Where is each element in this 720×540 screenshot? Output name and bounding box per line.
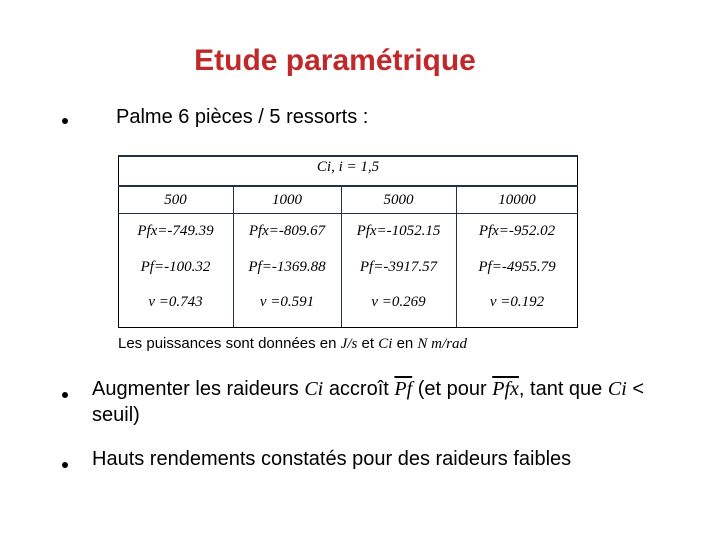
units-note-text: Les puissances sont données en <box>118 335 337 352</box>
bullet-text: (et pour <box>417 378 487 400</box>
cell-pfx: Pfx=-809.67 <box>248 223 326 239</box>
units-note-text: en <box>396 335 414 352</box>
col-header-1000: 1000 <box>272 192 302 208</box>
cell-pfx: Pfx=-952.02 <box>478 223 556 239</box>
bullet-text-2 <box>92 376 692 428</box>
cell-pf: Pf=-100.32 <box>140 259 211 275</box>
results-table <box>118 155 578 327</box>
units-note-var: Ci <box>378 336 393 352</box>
bullet-dot-3 <box>62 462 68 468</box>
units-note-unit: J/s <box>340 336 358 352</box>
bullet-text: accroît <box>328 378 389 400</box>
cell-nu: ν =0.269 <box>371 294 426 310</box>
bullet-dot-1 <box>62 118 68 124</box>
units-note-unit: N m/rad <box>417 336 468 352</box>
table-header <box>118 155 578 187</box>
cell-pfx: Pfx=-749.39 <box>137 223 214 239</box>
table-row-divider <box>118 213 578 214</box>
math-var: Ci <box>304 378 324 400</box>
cell-nu: ν =0.743 <box>148 294 203 310</box>
cell-pf: Pf=-1369.88 <box>248 259 326 275</box>
bullet-text-1: Palme 6 pièces / 5 ressorts : <box>116 106 369 128</box>
bullet-text: , tant que <box>518 378 603 400</box>
col-header-500: 500 <box>164 192 187 208</box>
col-header-10000: 10000 <box>498 192 536 208</box>
cell-pf: Pf=-3917.57 <box>359 259 438 275</box>
math-var: $\overline{Pfx}$ <box>492 378 519 400</box>
bullet-text: Augmenter les raideurs <box>92 378 299 400</box>
col-header-5000: 5000 <box>383 192 414 208</box>
units-note-text: et <box>361 335 375 352</box>
cell-nu: ν =0.192 <box>489 294 545 310</box>
cell-nu: ν =0.591 <box>259 294 315 310</box>
bullet-text-3: Hauts rendements constatés pour des raideurs faibles <box>92 448 572 470</box>
bullet-text: < seuil) <box>92 378 645 426</box>
cell-pf: Pf=-4955.79 <box>478 259 556 275</box>
slide-title: Etude paramétrique <box>194 44 476 77</box>
math-var: Ci <box>607 378 627 400</box>
cell-pfx: Pfx=-1052.15 <box>356 223 441 239</box>
bullet-dot-2 <box>62 392 68 398</box>
math-var: $\overline{Pf}$ <box>394 378 413 400</box>
units-note <box>118 335 467 353</box>
table-header-label: Ci, i = 1,5 <box>316 159 380 175</box>
